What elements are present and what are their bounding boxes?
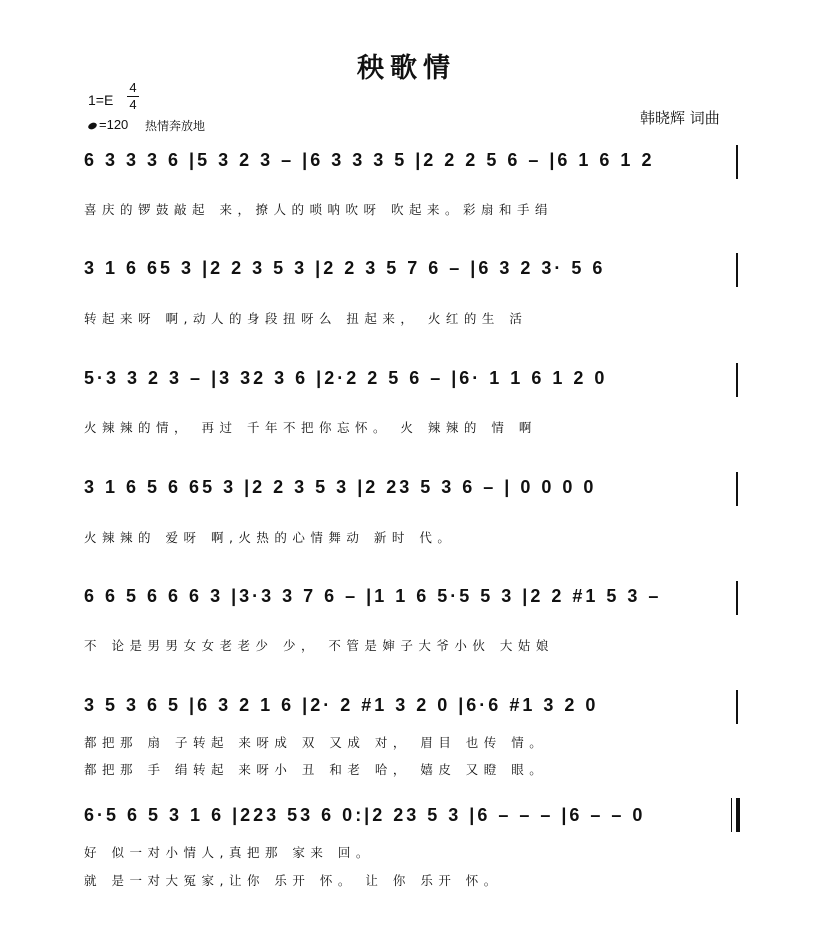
notation-text: 3 5 3 6 5 |6 3 2 1 6 |2· 2 #1 3 2 0 |6·6 #1 3 2 0: [84, 695, 599, 715]
notation-line: [84, 690, 744, 720]
notation-line: [84, 145, 744, 175]
notation-line: [84, 800, 724, 830]
key-signature: 1=E: [88, 92, 114, 108]
lyric-line: 不 论是男男女女老老少 少， 不管是婶子大爷小伙 大姑娘: [84, 638, 554, 653]
notation-text: 3 1 6 5 6 65 3 |2 2 3 5 3 |2 23 5 3 6 – | 0 0 0 0: [84, 477, 597, 497]
final-bar-thick: [736, 798, 740, 832]
notation-text: 5·3 3 2 3 – |3 32 3 6 |2·2 2 5 6 – |6· 1 1 6 1 2 0: [84, 368, 608, 388]
notation-line: [84, 253, 744, 283]
lyric-line: 好 似一对小情人,真把那 家来 回。: [84, 845, 374, 860]
song-title: 秧歌情: [357, 53, 456, 84]
tempo-value: =120: [99, 117, 129, 132]
lyric-line: 火辣辣的情， 再过 千年不把你忘怀。 火 辣辣的 情 啊: [84, 420, 537, 435]
notation-text: 6 3 3 3 6 |5 3 2 3 – |6 3 3 3 5 |2 2 2 5 6 – |6 1 6 1 2: [84, 150, 655, 170]
lyric-line: 都把那 扇 子转起 来呀成 双 又成 对， 眉目 也传 情。: [84, 735, 548, 750]
lyric-line: 都把那 手 绢转起 来呀小 丑 和老 哈， 嬉皮 又瞪 眼。: [84, 762, 548, 777]
notation-text: 6 6 5 6 6 6 3 |3·3 3 7 6 – |1 1 6 5·5 5 3 |2 2 #1 5 3 –: [84, 586, 662, 606]
notation-line: [84, 581, 744, 611]
bar-line: [736, 581, 738, 615]
lyric-line: 就 是一对大冤家,让你 乐开 怀。 让 你 乐开 怀。: [84, 873, 502, 888]
time-signature-bottom: 4: [129, 97, 137, 112]
quarter-note-icon: [87, 121, 98, 130]
notation-text: 6·5 6 5 3 1 6 |223 53 6 0:|2 23 5 3 |6 – – – |6 – – 0: [84, 805, 646, 825]
lyric-line: 喜庆的锣鼓敲起 来，撩人的唢呐吹呀 吹起来。彩扇和手绢: [84, 202, 553, 217]
time-signature: [127, 81, 139, 112]
notation-line: [84, 472, 744, 502]
lyric-line: 转起来呀 啊,动人的身段扭呀么 扭起来， 火红的生 活: [84, 311, 528, 326]
bar-line: [736, 145, 738, 179]
final-bar-thin: [731, 798, 732, 832]
time-signature-top: 4: [129, 80, 137, 95]
lyric-line: 火辣辣的 爱呀 啊,火热的心情舞动 新时 代。: [84, 530, 456, 545]
expression-mark: 热情奔放地: [145, 119, 206, 133]
bar-line: [736, 253, 738, 287]
bar-line: [736, 472, 738, 506]
notation-line: [84, 363, 744, 393]
author-credit: 韩晓辉 词曲: [640, 109, 720, 127]
notation-text: 3 1 6 65 3 |2 2 3 5 3 |2 2 3 5 7 6 – |6 3 2 3· 5 6: [84, 258, 606, 278]
tempo-mark: [88, 117, 128, 132]
bar-line: [736, 690, 738, 724]
bar-line: [736, 363, 738, 397]
